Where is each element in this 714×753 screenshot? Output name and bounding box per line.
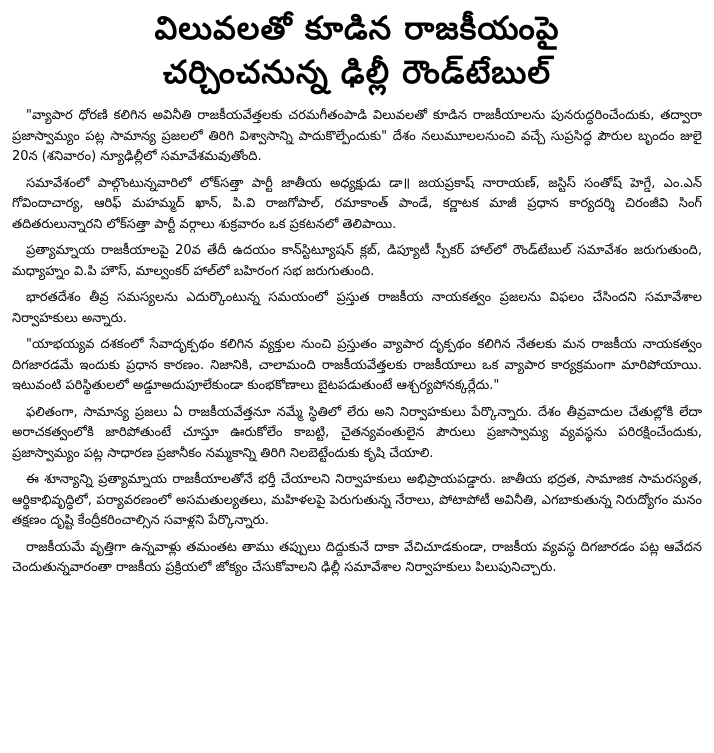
paragraph-8: రాజకీయమే వృత్తిగా ఉన్నవాళ్లు తమంతట తాము తప్పులు దిద్దుకునే దాకా వేచిచూడకుండా, రాజకీయ వ్యవస్థ దిగజారడం పట్ల ఆవేదన చెందుతున్నవారంతా రాజకీయ ప్రక్రియలో జోక్యం చేసుకోవాలని ఢిల్లీ సమావేశాల నిర్వాహకులు పిలుపునిచ్చారు. — [12, 539, 702, 575]
paragraph-3: ప్రత్యామ్నాయ రాజకీయాలపై 20వ తేదీ ఉదయం కాన్‌స్టిట్యూషన్ క్లబ్, డిప్యూటీ స్పీకర్ హాల్‌లో రౌండ్‌టేబుల్ సమావేశం జరుగుతుంది, మధ్యాహ్నం వి.పి హౌస్, మాల్వంకర్ హాల్‌లో బహిరంగ సభ జరుగుతుంది. — [12, 243, 702, 279]
paragraph-5: "యాభయ్యవ దశకంలో సేవాదృక్పథం కలిగిన వ్యక్తుల నుంచి ప్రస్తుతం వ్యాపార దృక్పథం కలిగిన నేతలకు మన రాజకీయ నాయకత్వం దిగజారడమే ఇందుకు ప్రధాన కారణం. నిజానికి, చాలామంది రాజకీయవేత్తలకు రాజకీయాలు ఒక వ్యాపార కార్యక్రమంగా మారిపోయాయి. ఇటువంటి పరిస్థితులలో అడ్డూఅదుపూలేకుండా కుంభకోణాలు బైటపడుతుంటే ఆశ్చర్యపోనక్కర్లేదు." — [12, 337, 702, 393]
paragraph-4: భారతదేశం తీవ్ర సమస్యలను ఎదుర్కొంటున్న సమయంలో ప్రస్తుత రాజకీయ నాయకత్వం ప్రజలను విఫలం చేసిందని సమావేశాల నిర్వాహకులు అన్నారు. — [12, 290, 702, 326]
paragraph-1: "వ్యాపార ధోరణి కలిగిన అవినీతి రాజకీయవేత్తలకు చరమగీతంపాడి విలువలతో కూడిన రాజకీయాలను పునరుద్ధరించేందుకు, తద్వారా ప్రజాస్వామ్యం పట్ల సామాన్య ప్రజలలో తిరిగి విశ్వాసాన్ని పాదుకొల్పేందుకు" దేశం నలుమూలలనుంచి వచ్చే సుప్రసిద్ధ పౌరుల బృందం జులై 20న (శనివారం) న్యూఢిల్లీలో సమావేశమవుతోంది. — [12, 108, 702, 164]
paragraph-7: ఈ శూన్యాన్ని ప్రత్యామ్నాయ రాజకీయాలతోనే భర్తీ చేయాలని నిర్వాహకులు అభిప్రాయపడ్డారు. జాతీయ భద్రత, సామాజిక సామరస్యత, ఆర్థికాభివృద్ధిలో, పర్యావరణంలో అసమతుల్యతలు, మహిళలపై పెరుగుతున్న నేరాలు, పోటాపోటీ అవినీతి, ఎగబాకుతున్న నిరుద్యోగం మనం తక్షణం దృష్టి కేంద్రీకరించాల్సిన సవాళ్లని పేర్కొన్నారు. — [12, 472, 702, 528]
paragraph-2: సమావేశంలో పాల్గొంటున్నవారిలో లోక్‌సత్తా పార్టీ జాతీయ అధ్యక్షుడు డా॥ జయప్రకాష్ నారాయణ్, జస్టిస్ సంతోష్ హెగ్డే, ఎం.ఎన్ గోవిందాచార్య, ఆరిఫ్ మహమ్మద్ ఖాన్, పి.వి రాజగోపాల్, రమాకాంత్ పాండే, కర్ణాటక మాజీ ప్రధాన కార్యదర్శి చిరంజీవి సింగ్ తదితరులున్నారని లోక్‌సత్తా పార్టీ వర్గాలు శుక్రవారం ఒక ప్రకటనలో తెలిపాయి. — [12, 175, 702, 232]
paragraph-6: ఫలితంగా, సామాన్య ప్రజలు ఏ రాజకీయవేత్తనూ నమ్మే స్థితిలో లేరు అని నిర్వాహకులు పేర్కొన్నారు. దేశం తీవ్రవాదుల చేతుల్లోకి లేదా అరాచకత్వంలోకి జారిపోతుంటే చూస్తూ ఊరుకోలేం కాబట్టి, చైతన్యవంతులైన పౌరులు ప్రజాస్వామ్య వ్యవస్థను పరిరక్షించేందుకు, ప్రజాస్వామ్యం పట్ల సాధారణ ప్రజానీకం నమ్మకాన్ని తిరిగి నిలబెట్టేందుకు కృషి చేయాలి. — [12, 404, 702, 461]
headline-line-1: విలువలతో కూడిన రాజకీయంపై — [154, 9, 560, 47]
article-body — [12, 106, 702, 579]
headline-line-2: చర్చించనున్న ఢిల్లీ రౌండ్‌టేబుల్ — [162, 53, 552, 91]
headline — [12, 6, 702, 94]
